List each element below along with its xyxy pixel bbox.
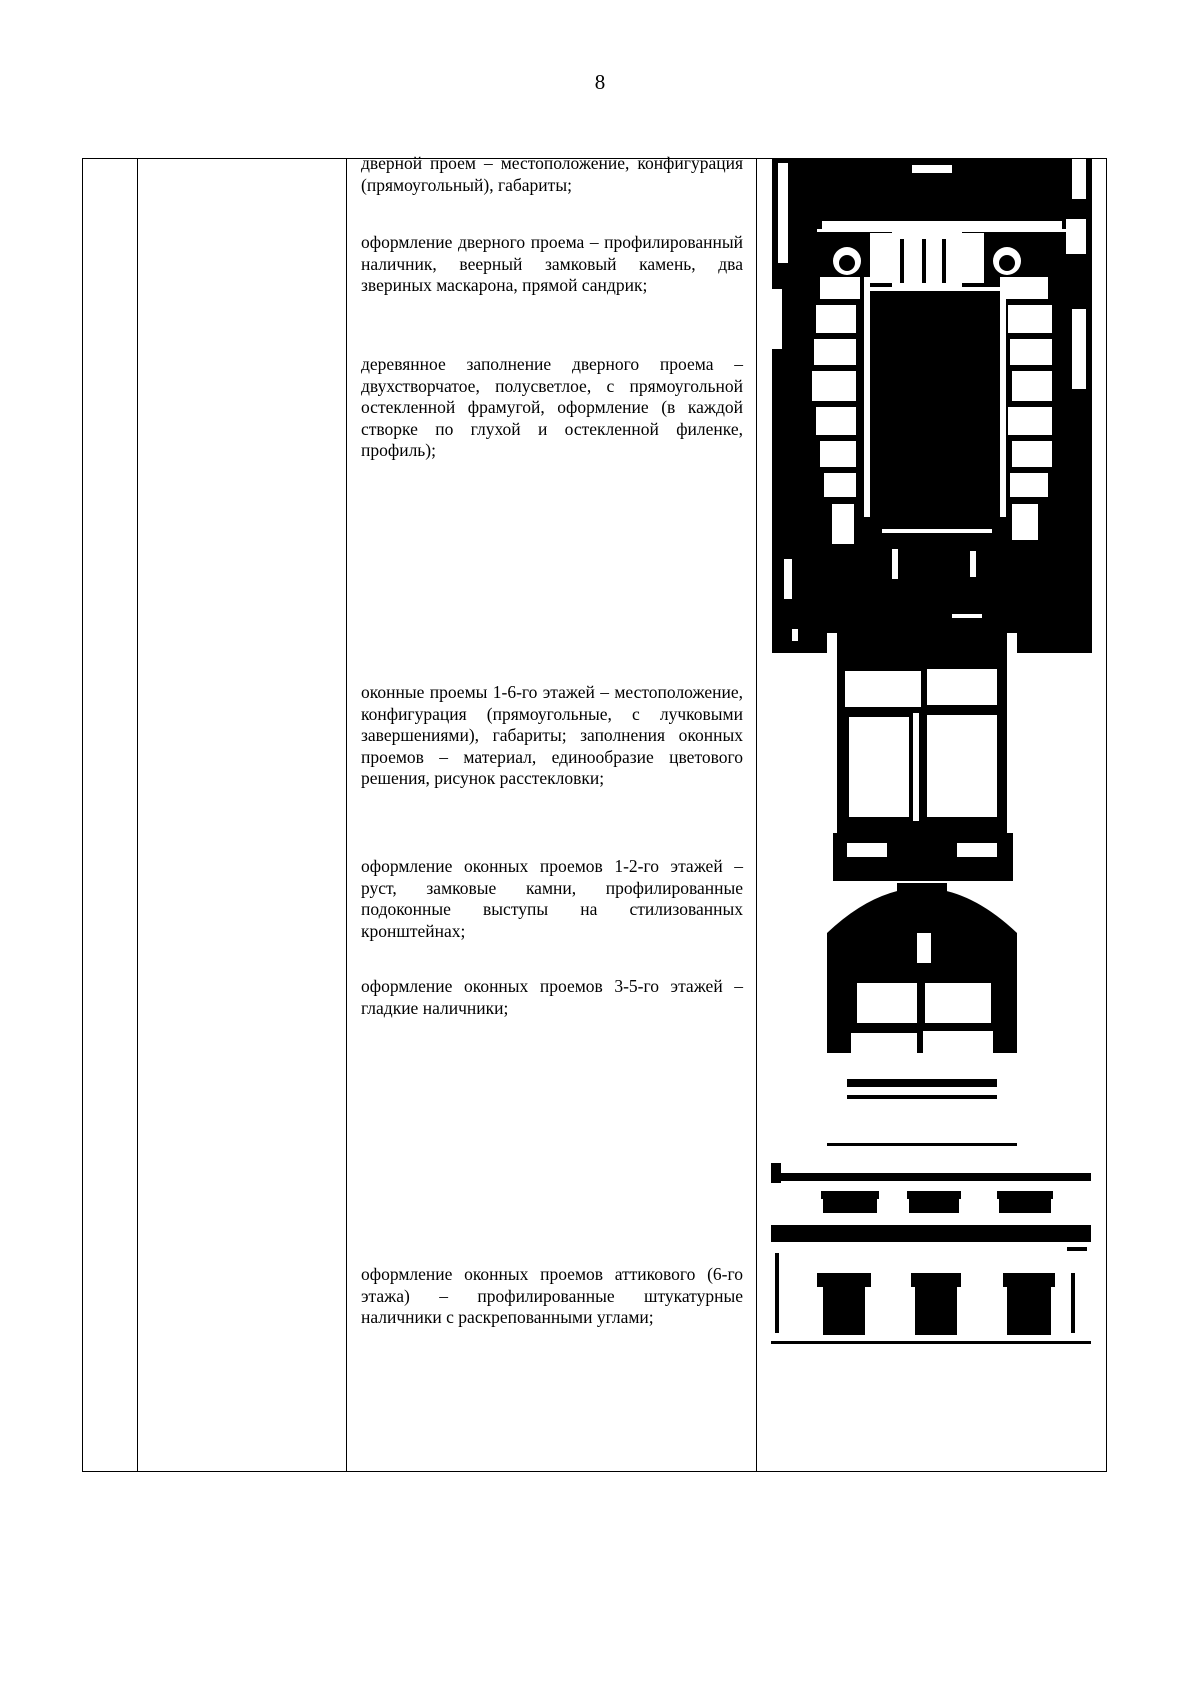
- windows-paragraph: оконные проемы 1-6-го этажей – местоположение, конфигурация (прямоугольные, с лучковыми завершениями), габариты; заполнения оконных проемов – материал, единообразие цветового решения, рисунок расстекловки;: [361, 682, 743, 789]
- photos-cell: [757, 159, 1107, 1472]
- doorway-paragraph: дверной проем – местоположение, конфигурация (прямоугольный), габариты;: [361, 153, 743, 195]
- windows-photo: [827, 633, 1017, 1153]
- attic-windows-photo: [771, 1163, 1091, 1353]
- attic-windows-paragraph: оформление оконных проемов аттикового (6-го этажа) – профилированные штукатурные наличники с раскрепованными углами;: [361, 1264, 743, 1328]
- door-filling-paragraph: деревянное заполнение дверного проема – двухстворчатое, полусветлое, с прямоугольной остекленной фрамугой, оформление (в каждой створке по глухой и остекленной филенке, профиль);: [361, 354, 743, 461]
- page-number: 8: [594, 70, 606, 94]
- windows-1-2-paragraph: оформление оконных проемов 1-2-го этажей – руст, замковые камни, профилированные подоконные выступы на стилизованных кронштейнах;: [361, 856, 743, 941]
- number-cell: [83, 159, 138, 1472]
- subject-cell: [138, 159, 347, 1472]
- monument-subject-table: [82, 153, 1107, 1472]
- table-row: [83, 159, 1107, 1472]
- doorway-decoration-paragraph: оформление дверного проема – профилированный наличник, веерный замковый камень, два звериных маскарона, прямой сандрик;: [361, 232, 743, 296]
- description-cell: [347, 153, 757, 1472]
- doorway-photo: [772, 159, 1092, 659]
- windows-3-5-paragraph: оформление оконных проемов 3-5-го этажей – гладкие наличники;: [361, 976, 743, 1018]
